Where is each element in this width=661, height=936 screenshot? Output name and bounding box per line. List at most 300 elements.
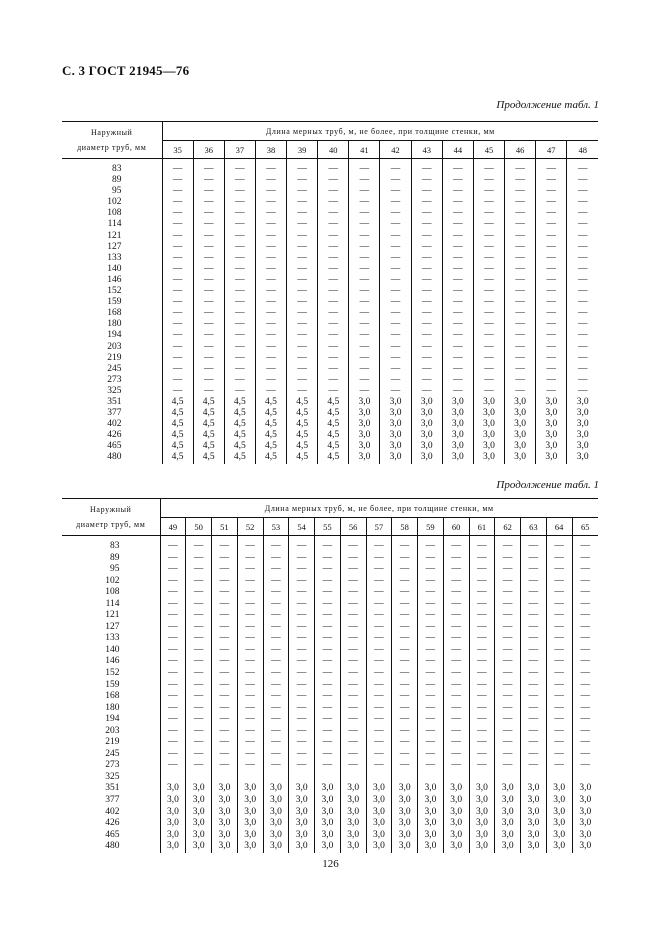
length-cell: 3,0: [160, 783, 186, 795]
length-cell: 3,0: [536, 430, 567, 441]
length-cell: —: [340, 656, 366, 668]
length-cell: 3,0: [418, 795, 444, 807]
length-cell: —: [443, 760, 469, 772]
wall-thickness-column-header: 36: [193, 141, 224, 159]
length-cell: —: [521, 691, 547, 703]
length-cell: —: [473, 364, 504, 375]
diameter-cell: 95: [62, 564, 160, 576]
length-cell: —: [536, 342, 567, 353]
length-cell: —: [392, 645, 418, 657]
length-cell: —: [411, 242, 442, 253]
length-cell: —: [340, 714, 366, 726]
length-cell: —: [263, 576, 289, 588]
table-row: [62, 319, 598, 330]
length-cell: —: [349, 159, 380, 176]
length-cell: 3,0: [315, 830, 341, 842]
length-cell: 4,5: [224, 452, 255, 463]
length-cell: —: [193, 386, 224, 397]
length-cell: —: [380, 342, 411, 353]
length-cell: —: [212, 576, 238, 588]
length-cell: —: [224, 242, 255, 253]
length-cell: 3,0: [521, 818, 547, 830]
length-cell: —: [392, 610, 418, 622]
length-cell: —: [212, 703, 238, 715]
length-cell: —: [193, 253, 224, 264]
length-cell: —: [237, 760, 263, 772]
length-cell: —: [263, 587, 289, 599]
length-cell: —: [315, 645, 341, 657]
length-cell: —: [546, 587, 572, 599]
length-cell: —: [418, 622, 444, 634]
length-cell: —: [418, 668, 444, 680]
diameter-cell: 121: [62, 610, 160, 622]
wall-thickness-column-header: 37: [224, 141, 255, 159]
length-cell: 3,0: [521, 830, 547, 842]
length-cell: —: [443, 536, 469, 553]
length-cell: —: [505, 297, 536, 308]
wall-thickness-column-header: 45: [473, 141, 504, 159]
length-cell: —: [263, 622, 289, 634]
diameter-cell: 140: [62, 264, 162, 275]
length-cell: —: [411, 330, 442, 341]
length-cell: —: [380, 159, 411, 176]
length-cell: 3,0: [495, 841, 521, 853]
length-cell: —: [536, 197, 567, 208]
length-cell: —: [546, 645, 572, 657]
length-cell: 3,0: [505, 452, 536, 463]
length-cell: —: [160, 553, 186, 565]
length-cell: —: [160, 680, 186, 692]
length-cell: —: [495, 726, 521, 738]
length-cell: 3,0: [315, 818, 341, 830]
length-cell: —: [315, 633, 341, 645]
length-cell: —: [580, 644, 590, 655]
length-cell: —: [469, 691, 495, 703]
length-cell: 4,5: [224, 408, 255, 419]
length-cell: 3,0: [495, 830, 521, 842]
table-1-continuation-label: Продолжение табл. 1: [496, 99, 599, 111]
length-cell: —: [577, 352, 588, 363]
length-cell: —: [224, 286, 255, 297]
length-cell: 3,0: [418, 818, 444, 830]
length-cell: 4,5: [162, 397, 193, 408]
length-cell: 3,0: [442, 397, 473, 408]
length-cell: 4,5: [255, 452, 286, 463]
length-cell: —: [160, 622, 186, 634]
length-cell: —: [287, 308, 318, 319]
length-cell: —: [411, 264, 442, 275]
length-cell: [289, 772, 315, 784]
length-cell: —: [443, 668, 469, 680]
length-cell: 3,0: [380, 397, 411, 408]
length-cell: —: [580, 575, 590, 586]
length-cell: —: [263, 737, 289, 749]
length-cell: —: [442, 353, 473, 364]
length-cell: —: [237, 714, 263, 726]
length-cell: —: [442, 264, 473, 275]
length-cell: —: [255, 253, 286, 264]
length-cell: 3,0: [495, 807, 521, 819]
wall-thickness-column-header: 59: [418, 518, 444, 536]
length-cell: —: [443, 633, 469, 645]
length-cell: —: [366, 737, 392, 749]
length-cell: 3,0: [418, 807, 444, 819]
length-cell: —: [380, 297, 411, 308]
length-cell: —: [392, 714, 418, 726]
length-cell: —: [577, 164, 588, 174]
length-cell: —: [495, 749, 521, 761]
length-cell: 3,0: [289, 783, 315, 795]
length-cell: —: [255, 297, 286, 308]
wall-thickness-column-header: 48: [567, 141, 598, 159]
length-cell: —: [469, 587, 495, 599]
table-row: [62, 599, 598, 611]
length-cell: —: [380, 375, 411, 386]
length-cell: —: [289, 645, 315, 657]
length-cell: —: [160, 536, 186, 553]
length-cell: —: [349, 275, 380, 286]
length-cell: —: [442, 253, 473, 264]
length-cell: —: [505, 353, 536, 364]
length-cell: —: [521, 714, 547, 726]
length-cell: —: [315, 622, 341, 634]
length-cell: —: [237, 680, 263, 692]
length-cell: [546, 772, 572, 784]
length-cell: —: [442, 231, 473, 242]
length-cell: —: [289, 714, 315, 726]
length-cell: —: [392, 536, 418, 553]
length-cell: —: [315, 599, 341, 611]
length-cell: 3,0: [349, 430, 380, 441]
length-cell: —: [469, 714, 495, 726]
diameter-cell: 152: [62, 668, 160, 680]
length-cell: —: [546, 576, 572, 588]
diameter-cell: 159: [62, 297, 162, 308]
length-cell: 3,0: [469, 830, 495, 842]
length-cell: 3,0: [536, 408, 567, 419]
length-cell: —: [255, 364, 286, 375]
table-row: [62, 680, 598, 692]
length-cell: —: [411, 342, 442, 353]
length-cell: 3,0: [289, 795, 315, 807]
length-cell: —: [318, 297, 349, 308]
length-cell: 3,0: [160, 818, 186, 830]
length-cell: —: [366, 714, 392, 726]
length-cell: —: [366, 749, 392, 761]
length-cell: —: [340, 553, 366, 565]
length-cell: —: [162, 219, 193, 230]
length-cell: 3,0: [349, 397, 380, 408]
wall-thickness-column-header: 61: [469, 518, 495, 536]
length-cell: —: [186, 536, 212, 553]
length-cell: —: [287, 264, 318, 275]
length-cell: —: [521, 680, 547, 692]
length-cell: —: [263, 680, 289, 692]
diameter-cell: 168: [62, 691, 160, 703]
length-cell: 3,0: [442, 452, 473, 463]
length-cell: —: [349, 330, 380, 341]
length-cell: —: [411, 197, 442, 208]
table-row: [62, 818, 598, 830]
length-cell: —: [473, 342, 504, 353]
diameter-cell: 83: [62, 159, 162, 176]
length-cell: —: [289, 760, 315, 772]
length-cell: —: [505, 364, 536, 375]
length-cell: —: [469, 656, 495, 668]
length-cell: —: [505, 219, 536, 230]
length-cell: —: [418, 633, 444, 645]
length-cell: —: [255, 375, 286, 386]
length-cell: —: [536, 159, 567, 176]
length-cell: —: [263, 645, 289, 657]
length-cell: —: [580, 656, 590, 667]
length-cell: —: [224, 219, 255, 230]
length-cell: —: [287, 253, 318, 264]
length-cell: 3,0: [411, 430, 442, 441]
length-cell: —: [505, 375, 536, 386]
length-cell: —: [495, 760, 521, 772]
length-cell: —: [380, 364, 411, 375]
length-cell: —: [212, 645, 238, 657]
wall-thickness-column-header: 53: [263, 518, 289, 536]
length-cell: —: [380, 231, 411, 242]
length-cell: —: [287, 186, 318, 197]
length-cell: —: [193, 159, 224, 176]
length-cell: —: [580, 541, 590, 551]
length-cell: —: [318, 308, 349, 319]
length-cell: —: [411, 186, 442, 197]
length-cell: —: [255, 264, 286, 275]
length-cell: —: [212, 587, 238, 599]
length-cell: 3,0: [186, 807, 212, 819]
length-cell: —: [318, 253, 349, 264]
length-cell: 3,0: [186, 795, 212, 807]
length-cell: 3,0: [237, 841, 263, 853]
wall-thickness-column-header: 46: [505, 141, 536, 159]
length-cell: —: [521, 749, 547, 761]
length-cell: —: [237, 610, 263, 622]
length-cell: —: [443, 576, 469, 588]
length-cell: —: [380, 219, 411, 230]
wall-thickness-column-header: 62: [495, 518, 521, 536]
table-1: [62, 121, 598, 464]
table-row: [62, 772, 598, 784]
length-cell: —: [580, 621, 590, 632]
length-cell: —: [162, 264, 193, 275]
length-cell: 3,0: [442, 408, 473, 419]
length-cell: 4,5: [224, 397, 255, 408]
table-row: [62, 576, 598, 588]
length-cell: —: [263, 633, 289, 645]
length-cell: —: [349, 219, 380, 230]
length-cell: —: [318, 219, 349, 230]
length-cell: —: [186, 599, 212, 611]
length-cell: 3,0: [505, 430, 536, 441]
wall-thickness-column-header: 47: [536, 141, 567, 159]
length-cell: —: [536, 364, 567, 375]
diameter-cell: 159: [62, 680, 160, 692]
length-cell: —: [318, 197, 349, 208]
length-cell: —: [224, 386, 255, 397]
length-cell: —: [505, 197, 536, 208]
diameter-cell: 219: [62, 737, 160, 749]
length-cell: —: [224, 308, 255, 319]
length-cell: 3,0: [495, 818, 521, 830]
length-cell: —: [237, 737, 263, 749]
length-cell: —: [580, 714, 590, 725]
length-cell: —: [287, 219, 318, 230]
length-cell: —: [577, 274, 588, 285]
table-row: [62, 714, 598, 726]
length-cell: 3,0: [289, 807, 315, 819]
length-cell: —: [160, 633, 186, 645]
length-cell: —: [186, 726, 212, 738]
length-cell: —: [443, 610, 469, 622]
length-cell: [366, 772, 392, 784]
length-cell: —: [349, 253, 380, 264]
length-cell: —: [340, 726, 366, 738]
length-cell: 3,0: [392, 807, 418, 819]
length-cell: —: [442, 375, 473, 386]
length-cell: —: [255, 353, 286, 364]
length-cell: —: [340, 668, 366, 680]
table-row: [62, 159, 598, 176]
length-cell: —: [443, 749, 469, 761]
length-cell: —: [577, 297, 588, 308]
length-cell: —: [315, 576, 341, 588]
table-row: [62, 726, 598, 738]
diameter-cell: 351: [62, 397, 162, 408]
length-cell: —: [263, 564, 289, 576]
length-cell: —: [212, 726, 238, 738]
length-cell: —: [263, 714, 289, 726]
length-cell: —: [349, 308, 380, 319]
length-cell: —: [237, 553, 263, 565]
length-cell: —: [237, 691, 263, 703]
length-cell: —: [340, 680, 366, 692]
length-cell: —: [318, 264, 349, 275]
length-cell: —: [224, 353, 255, 364]
length-cell: —: [318, 375, 349, 386]
length-cell: [340, 772, 366, 784]
length-cell: —: [442, 286, 473, 297]
diameter-cell: 114: [62, 219, 162, 230]
table-row: [62, 645, 598, 657]
length-cell: 3,0: [212, 795, 238, 807]
length-cell: —: [443, 622, 469, 634]
length-cell: —: [186, 760, 212, 772]
length-cell: —: [255, 286, 286, 297]
length-cell: 3,0: [411, 408, 442, 419]
length-cell: —: [577, 241, 588, 252]
length-cell: 3,0: [340, 830, 366, 842]
length-cell: —: [469, 536, 495, 553]
length-cell: —: [411, 208, 442, 219]
length-cell: —: [495, 680, 521, 692]
length-cell: 4,5: [318, 397, 349, 408]
length-cell: —: [580, 633, 590, 644]
length-cell: 4,5: [318, 452, 349, 463]
length-cell: —: [237, 668, 263, 680]
length-cell: —: [473, 253, 504, 264]
length-cell: —: [186, 714, 212, 726]
length-cell: —: [411, 364, 442, 375]
length-cell: [315, 772, 341, 784]
table-row: [62, 564, 598, 576]
length-cell: —: [380, 386, 411, 397]
diameter-cell: 219: [62, 353, 162, 364]
length-cell: 3,0: [443, 783, 469, 795]
length-cell: —: [580, 564, 590, 575]
length-cell: —: [255, 319, 286, 330]
length-cell: —: [212, 622, 238, 634]
wall-thickness-column-header: 42: [380, 141, 411, 159]
length-cell: —: [162, 353, 193, 364]
length-cell: 3,0: [263, 830, 289, 842]
length-cell: —: [469, 622, 495, 634]
length-cell: —: [318, 208, 349, 219]
length-cell: 3,0: [495, 795, 521, 807]
length-cell: —: [536, 330, 567, 341]
length-cell: —: [577, 286, 588, 297]
diameter-cell: 273: [62, 375, 162, 386]
length-cell: 4,5: [162, 408, 193, 419]
length-cell: 3,0: [366, 830, 392, 842]
length-cell: —: [505, 386, 536, 397]
length-cell: —: [237, 749, 263, 761]
wall-thickness-column-header: 63: [521, 518, 547, 536]
length-cell: —: [162, 386, 193, 397]
length-cell: —: [505, 159, 536, 176]
length-cell: —: [473, 297, 504, 308]
table-row: [62, 242, 598, 253]
length-cell: —: [287, 353, 318, 364]
length-cell: —: [473, 175, 504, 186]
length-cell: —: [255, 175, 286, 186]
length-cell: —: [418, 599, 444, 611]
length-cell: —: [473, 375, 504, 386]
length-cell: 4,5: [193, 430, 224, 441]
length-cell: —: [495, 599, 521, 611]
length-cell: —: [521, 760, 547, 772]
table-row: [62, 375, 598, 386]
length-cell: —: [443, 645, 469, 657]
length-cell: 3,0: [536, 452, 567, 463]
length-cell: 3,0: [521, 795, 547, 807]
length-cell: —: [380, 275, 411, 286]
length-cell: —: [521, 737, 547, 749]
length-cell: —: [340, 576, 366, 588]
length-cell: —: [580, 748, 590, 759]
length-cell: —: [193, 264, 224, 275]
length-cell: —: [340, 691, 366, 703]
length-cell: —: [418, 564, 444, 576]
length-cell: —: [237, 633, 263, 645]
length-cell: —: [160, 645, 186, 657]
length-cell: —: [160, 587, 186, 599]
length-cell: —: [162, 330, 193, 341]
length-cell: 3,0: [473, 397, 504, 408]
length-cell: —: [318, 186, 349, 197]
length-cell: —: [546, 691, 572, 703]
length-cell: —: [392, 587, 418, 599]
length-cell: —: [469, 599, 495, 611]
length-cell: —: [160, 576, 186, 588]
length-cell: —: [411, 286, 442, 297]
length-cell: 4,5: [287, 408, 318, 419]
diameter-cell: 402: [62, 419, 162, 430]
length-cell: —: [193, 208, 224, 219]
